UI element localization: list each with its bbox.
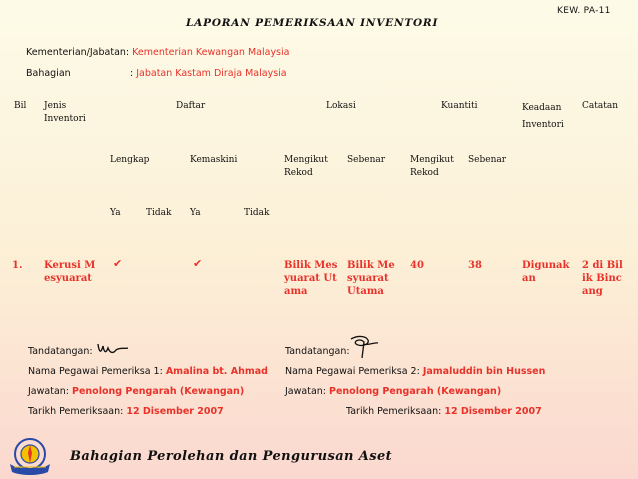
inspector2-job: Penolong Pengarah (Kewangan) [329,386,502,397]
row-jenis: Kerusi Mesyuarat [44,260,96,284]
inspector1-job-label: Jawatan: [28,386,69,397]
department-label: Bahagian [26,68,71,79]
subheader-lokasi-sebenar: Sebenar [347,155,386,165]
header-keadaan-line2: Inventori [522,120,564,130]
inspector1-name-line [28,366,268,377]
row-kuantiti-ikut-rekod: 40 [410,260,424,271]
header-lokasi: Lokasi [326,101,356,111]
inspector1-job-line [28,386,244,397]
row-keadaan: Digunakan [522,260,570,284]
inspector1-sign-label: Tandatangan: [28,346,93,357]
inspector2-job-label: Jawatan: [285,386,326,397]
inspector2-name-line [285,366,545,377]
inspector2-date-label: Tarikh Pemeriksaan: [346,406,442,417]
inspector2-sign-label: Tandatangan: [285,346,350,357]
lengkap-ya: Ya [110,208,121,218]
subheader-kuantiti-ikut-line2: Rekod [410,167,439,178]
ministry-value: Kementerian Kewangan Malaysia [132,47,290,58]
header-kuantiti: Kuantiti [441,101,478,111]
row-lokasi-sebenar: Bilik Mesyuarat Utama [347,260,395,297]
signature-icon [348,334,380,360]
ministry-line [26,47,289,58]
lengkap-check-icon: ✔ [113,257,123,270]
inspector2-name: Jamaluddin bin Hussen [422,366,546,377]
lengkap-tidak: Tidak [146,208,172,218]
department-value: Jabatan Kastam Diraja Malaysia [136,68,287,79]
header-catatan: Catatan [582,101,619,111]
row-kuantiti-sebenar: 38 [468,260,482,271]
subheader-lengkap: Lengkap [110,155,150,165]
footer-title: Bahagian Perolehan dan Pengurusan Aset [70,449,393,464]
page-title: LAPORAN PEMERIKSAAN INVENTORI [186,17,439,29]
header-bil: Bil [14,101,27,111]
header-jenis [44,100,86,125]
inspector2-date: 12 Disember 2007 [444,406,542,417]
header-daftar: Daftar [176,101,206,111]
row-catatan: 2 di Bilik Bincang [582,260,623,297]
subheader-lokasi-ikut-rekod [284,154,328,179]
subheader-lokasi-ikut-line1: Mengikut [284,155,328,165]
subheader-kuantiti-ikut-line1: Mengikut [410,155,454,165]
inspector1-date: 12 Disember 2007 [126,406,224,417]
subheader-kemaskini: Kemaskini [190,155,238,165]
inspector1-date-label: Tarikh Pemeriksaan: [28,406,124,417]
header-jenis-line1: Jenis [44,101,67,111]
subheader-kuantiti-sebenar: Sebenar [468,155,507,165]
kemaskini-check-icon: ✔ [193,257,203,270]
kemaskini-tidak: Tidak [244,208,270,218]
inspector1-name: Amalina bt. Ahmad [165,366,268,377]
ministry-emblem-icon [8,436,52,476]
inspector1-date-line [28,406,224,417]
kemaskini-ya: Ya [190,208,201,218]
inspector1-job: Penolong Pengarah (Kewangan) [72,386,245,397]
department-colon: : [130,68,134,79]
header-keadaan-line1: Keadaan [522,103,562,113]
header-keadaan [522,100,564,134]
subheader-kuantiti-ikut-rekod [410,154,454,179]
header-jenis-line2: Inventori [44,113,86,124]
inspector2-date-line [346,406,542,417]
inspector2-name-label: Nama Pegawai Pemeriksa 2: [285,366,420,377]
signature-icon [96,338,130,358]
department-line [130,68,287,79]
row-bil: 1. [12,260,23,271]
row-lokasi-ikut-rekod: Bilik Mesyuarat Utama [284,260,338,297]
inspector1-name-label: Nama Pegawai Pemeriksa 1: [28,366,163,377]
inspector2-job-line [285,386,501,397]
subheader-lokasi-ikut-line2: Rekod [284,167,313,178]
ministry-label: Kementerian/Jabatan: [26,47,130,58]
form-code: KEW. PA-11 [557,6,611,16]
